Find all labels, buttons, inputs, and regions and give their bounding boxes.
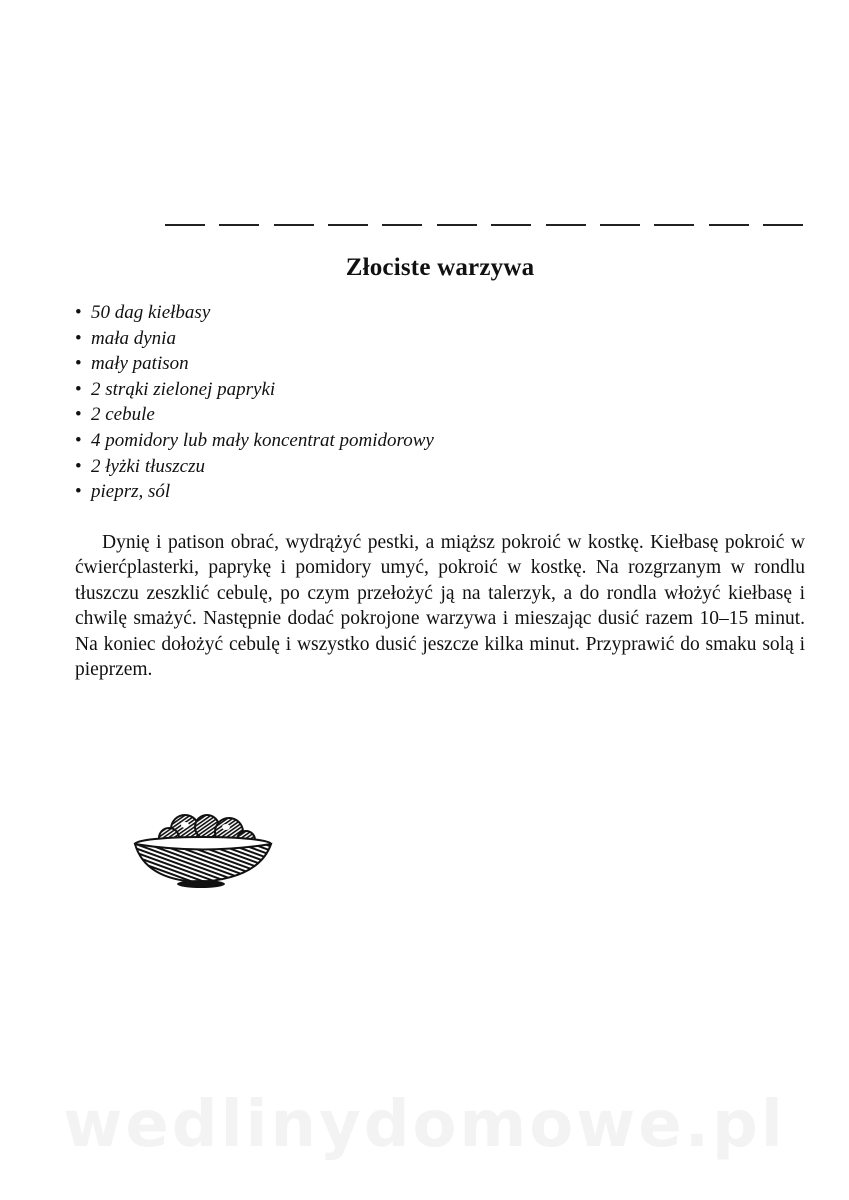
bullet-icon: •: [75, 327, 82, 349]
ingredient-item: [75, 351, 434, 377]
recipe-instructions: Dynię i patison obrać, wydrążyć pestki, a miąższ pokroić w kostkę. Kiełbasę pokroić w ćwierćplasterki, paprykę i pomidory umyć, pokroić w kostkę. Na rozgrzanym w rondlu tłuszczu zeszklić cebulę, po czym przełożyć ją na talerzyk, a do rondla włożyć kiełbasę i chwilę smażyć. Następnie dodać pokrojone warzywa i mieszając dusić razem 10–15 minut. Na koniec dołożyć cebulę i wszystko dusić jeszcze kilka minut. Przyprawić do smaku solą i pieprzem.: [75, 532, 805, 681]
ingredient-item: [75, 402, 434, 428]
bullet-icon: •: [75, 429, 82, 451]
ingredient-item: [75, 377, 434, 403]
dashed-divider: [165, 224, 803, 226]
ingredient-item: [75, 454, 434, 480]
ingredient-text: pieprz, sól: [91, 481, 171, 503]
ingredient-item: [75, 428, 434, 454]
ingredient-text: mały patison: [91, 353, 189, 375]
bullet-icon: •: [75, 353, 82, 375]
ingredient-text: 4 pomidory lub mały koncentrat pomidorowy: [91, 429, 434, 451]
ingredient-item: [75, 326, 434, 352]
ingredient-item: [75, 479, 434, 505]
bullet-icon: •: [75, 404, 82, 426]
bullet-icon: •: [75, 455, 82, 477]
bullet-icon: •: [75, 302, 82, 323]
ingredient-text: 2 łyżki tłuszczu: [91, 455, 205, 477]
bullet-icon: •: [75, 378, 82, 400]
bullet-icon: •: [75, 481, 82, 503]
ingredient-item: [75, 300, 434, 326]
ingredient-text: mała dynia: [91, 327, 176, 349]
watermark: wedlinydomowe.pl: [63, 1088, 786, 1162]
ingredient-text: 50 dag kiełbasy: [91, 302, 211, 323]
ingredient-text: 2 cebule: [91, 404, 155, 426]
ingredient-text: 2 strąki zielonej papryki: [91, 378, 276, 400]
recipe-title: Złociste warzywa: [345, 254, 535, 281]
bowl-of-vegetables-icon: [125, 805, 275, 890]
ingredients-list: [75, 300, 434, 505]
